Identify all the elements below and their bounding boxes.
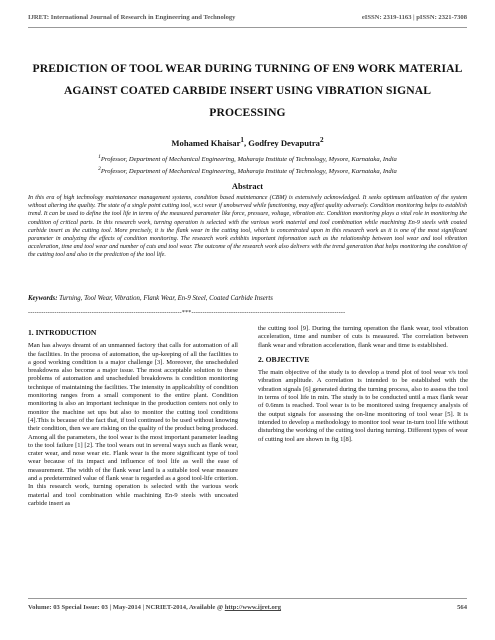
author-separator: , [244,137,249,148]
right-column [258,325,468,450]
affiliation-2 [30,165,465,177]
affiliation-1-sup: 1 [98,154,101,160]
objective-heading: 2. OBJECTIVE [258,354,310,364]
paper-title: PREDICTION OF TOOL WEAR DURING TURNING OF EN9 WORK MATERIAL AGAINST COATED CARBIDE INSERT USING VIBRATION SIGNAL PROCESSING [32,62,463,119]
author-line [0,136,495,148]
section-separator: ----------------------------------------------------------------------***---------------------------------------------------------------------- [28,310,346,316]
intro-continuation: the cutting tool [9]. During the turning operation the flank wear, tool vibration acceleration, time and number of cuts is measured. The correlation between flank wear and vibration acceleration, flank wear and time is established. [258,325,468,349]
running-footer [28,604,467,611]
affiliation-2-text: Professor, Department of Mechanical Engineering, Maharaja Institute of Technology, Mysore, Karnataka, India [100,167,397,175]
left-column [28,325,238,514]
affiliation-2-sup: 2 [98,165,101,172]
page-number: 564 [457,604,467,611]
author-2: Godfrey Devaputra [248,137,320,148]
footer-volume-text: Volume: 03 Special Issue: 03 | May-2014 | NCRIET-2014, Available @ [28,604,225,611]
affiliations [30,153,465,176]
objective-paragraph: The main objective of the study is to develop a trend plot of tool wear v/s tool vibration amplitude. A correlation is intended to be established with the vibration signals [6] generated during the turning process, also to assess the tool in terms of tool life in min. The study is to be conducted until a max flank wear of 0.6mm is reached. Tool wear is to be monitored using frequency analysis of the output signals for assessing the on-line monitoring of tool wear [5]. It is intended to develop a methodology to monitor tool wear in-turn tool life without disturbing the working of the cutting tool during turning. Different types of wear of cutting tool are shown in fig 1[8]. [258,369,468,443]
abstract-heading: Abstract [231,182,264,191]
author-1: Mohamed Khaisar [171,137,241,148]
header-rule [28,27,467,28]
intro-paragraph: Man has always dreamt of an unmanned factory that calls for automation of all the facilities. In the process of automation, the up-keeping of all the facilities to a good working condition is a major challenge [3]. Moreover, the unscheduled breakdowns also become a major issue. The most acceptable solution to these problems of automation and unscheduled breakdowns is condition monitoring technique of maintaining the facilities. The intensity in applicability of condition monitoring ranges from a small component to the entire plant. Condition monitoring is also an important technique in the production centers not only to monitor the machine set ups but also to monitor the cutting tool conditions [4].This is because of the fact that, if tool continued to be used without knowing their condition, then we are risking on the quality of the product being produced. Among all the parameters, the tool wear is the most important parameter leading to the tool failure [1] [2]. The tool wears out in several ways such as flank wear, crater wear, and nose wear etc. Flank wear is the more significant type of tool wear because of its impact and influence of tool life as well the ease of measurement. The width of the flank wear land is a suitable tool wear measure and a predetermined value of flank wear is regarded as a good tool-life criterion. In this research work, turning operation is selected with the various work material and tool combination while machining En-9 steels with uncoated carbide insert as [28,342,238,507]
journal-url-link[interactable]: http://www.ijret.org [224,604,282,611]
keywords-text: Turning, Tool Wear, Vibration, Flank Wear, En-9 Steel, Coated Carbide Inserts [57,295,273,302]
affiliation-1 [30,153,465,165]
author-2-sup: 2 [319,136,324,144]
abstract-text: In this era of high technology maintenance management systems, condition based maintenance (CBM) is extensively acknowledged. It seeks optimum utilization of the system without altering the quality. The state of a single point cutting tool, w.r.t wear if unobserved while functioning, may affect quality adversely. Condition monitoring helps to establish trend. It can be used to define the tool life in terms of the measured parameter like force, pressure, voltage, vibration etc. Condition monitoring plays a vital role in monitoring the condition of critical parts. In this research work, turning operation is selected with the various work material and tool combination while machining En-9 steels with coated carbide insert as the cutting tool. More precisely, it is the flank wear in the cutting tool, which is concentrated upon in this research work as it is one of the most significant parameter in analyzing the effects of condition monitoring. The research work exhibits important information such as the relationship between tool wear and tool vibration acceleration, time and tool wear and number of cuts and tool wear. The outcome of the research work also delivers with the trend generation that helps monitoring the condition of the cutting tool and also in the prediction of the tool life. [28,195,467,259]
running-header [28,14,467,21]
footer-volume [28,604,281,611]
affiliation-1-text: Professor, Department of Mechanical Engineering, Maharaja Institute of Technology, Mysore, Karnataka, India [100,156,397,164]
keywords-label: Keywords: [28,295,58,302]
intro-heading: 1. INTRODUCTION [28,328,97,337]
keywords [28,295,467,302]
author-1-sup: 1 [240,136,244,144]
footer-rule [28,598,467,599]
issn: eISSN: 2319-1163 | pISSN: 2321-7308 [361,14,467,21]
journal-name: IJRET: International Journal of Research in Engineering and Technology [28,14,236,21]
